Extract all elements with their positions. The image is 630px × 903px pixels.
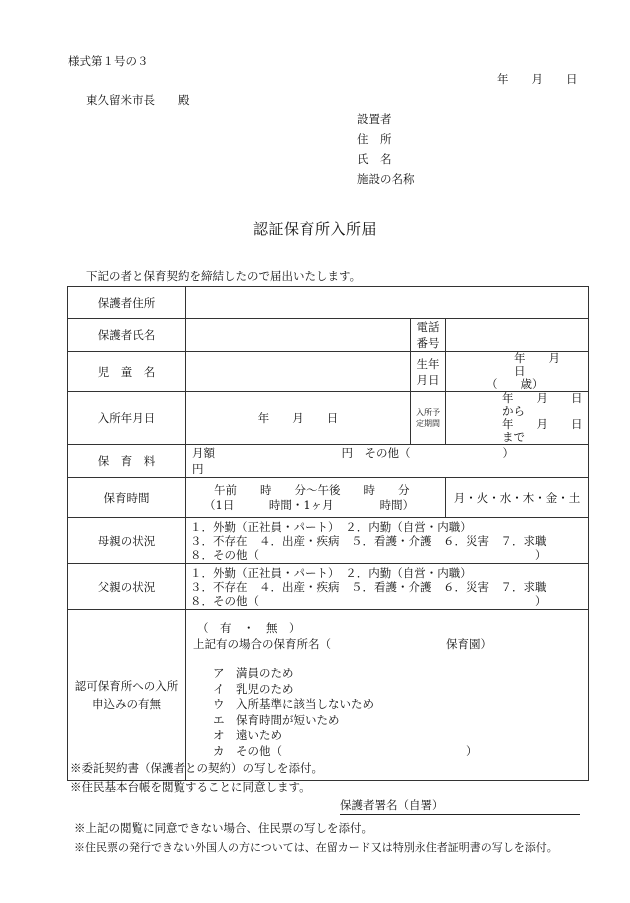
licensed-application-options[interactable] [186,610,589,781]
row-licensed-application [68,610,589,781]
row-fee [68,445,589,478]
reason-u: ウ 入所基準に該当しないため [213,697,374,711]
licensed-yes-no: （ 有 ・ 無 ） [197,621,301,635]
guardian-address-label: 保護者住所 [68,287,186,319]
phone-field[interactable] [446,319,589,352]
child-name-label: 児 童 名 [68,352,186,392]
planned-period-label: 入所予定期間 [411,392,446,445]
father-status-line-2: ３．不存在 ４．出産・疾病 ５．看護・介護 ６．災害 ７．求職 [190,579,547,594]
note-consent: ※住民基本台帳を閲覧することに同意します。 [70,780,311,794]
mother-status-line-3: ８．その他（ ） [190,547,547,562]
intro-text: 下記の者と保育契約を締結したので届出いたします。 [86,269,362,283]
period-from-value: 年 月 日から [502,391,583,418]
birth-date-label: 生年月日 [411,352,446,392]
licensed-application-label [68,610,186,781]
row-guardian-address [68,287,589,319]
form-number: 様式第１号の３ [68,54,149,68]
licensed-label-line-1: 認可保育所への入所 [74,679,179,693]
reason-i: イ 乳児のため [213,681,294,696]
office-founder-label: 設置者 [357,112,392,126]
page-title: 認証保育所入所届 [252,220,377,238]
father-status-options[interactable] [186,564,589,610]
father-status-line-3: ８．その他（ ） [190,593,547,608]
office-name-label: 氏 名 [357,152,392,166]
guardian-name-field[interactable] [186,319,411,352]
row-father-status [68,564,589,610]
licensed-label-line-2: 申込みの有無 [92,697,161,711]
row-guardian-name [68,319,589,352]
care-hours-label: 保育時間 [68,478,186,518]
guardian-signature-field[interactable] [340,797,580,815]
licensed-facility-name: 上記有の場合の保育所名（ 保育園） [193,636,492,651]
fee-label: 保 育 料 [68,445,186,478]
father-status-label: 父親の状況 [68,564,186,610]
phone-label: 電話番号 [411,319,446,352]
submission-date: 年 月 日 [497,72,578,86]
care-hours-time: 午前 時 分〜午後 時 分 [214,482,410,497]
admission-date-label: 入所年月日 [68,392,186,445]
birth-date-field[interactable] [446,352,589,392]
father-status-line-1: １．外勤（正社員・パート） ２．内勤（自営・内職） [190,565,472,580]
reason-o: オ 遠いため [213,728,282,742]
addressee: 東久留米市長 殿 [86,93,190,107]
guardian-address-field[interactable] [186,287,589,319]
note-foreigner: ※住民票の発行できない外国人の方については、在留カード又は特別永住者証明書の写しを添付。 [74,841,558,854]
fee-field[interactable]: 月額 円 その他（ ） 円 [186,445,589,478]
mother-status-label: 母親の状況 [68,518,186,564]
child-name-field[interactable] [186,352,411,392]
guardian-signature-label: 保護者署名（自署） [340,798,444,812]
reason-ka: カ その他（ ） [213,743,478,758]
birth-age-value: （ 歳） [486,377,544,391]
guardian-name-label: 保護者氏名 [68,319,186,352]
period-to-value: 年 月 日まで [502,417,583,444]
admission-form-table [67,286,589,781]
mother-status-line-2: ３．不存在 ４．出産・疾病 ５．看護・介護 ６．災害 ７．求職 [190,533,547,548]
note-no-consent: ※上記の閲覧に同意できない場合、住民票の写しを添付。 [74,821,373,835]
planned-period-field[interactable] [446,392,589,445]
admission-date-field[interactable]: 年 月 日 [186,392,411,445]
row-care-hours [68,478,589,518]
reason-a: ア 満員のため [213,666,294,680]
care-hours-total: （1日 時間・1ヶ月 時間） [204,497,415,512]
row-child [68,352,589,392]
reason-e: エ 保育時間が短いため [213,712,340,727]
note-contract: ※委託契約書（保護者との契約）の写しを添付。 [70,761,323,775]
facility-name-label: 施設の名称 [357,172,415,186]
office-address-label: 住 所 [357,132,392,146]
mother-status-options[interactable] [186,518,589,564]
birth-date-value: 年 月 日 [514,351,583,378]
row-mother-status [68,518,589,564]
row-admission [68,392,589,445]
mother-status-line-1: １．外勤（正社員・パート） ２．内勤（自営・内職） [190,519,472,534]
licensed-spacer [193,652,584,666]
care-days-field[interactable]: 月・火・水・木・金・土 [446,478,589,518]
care-hours-field[interactable] [186,478,446,518]
